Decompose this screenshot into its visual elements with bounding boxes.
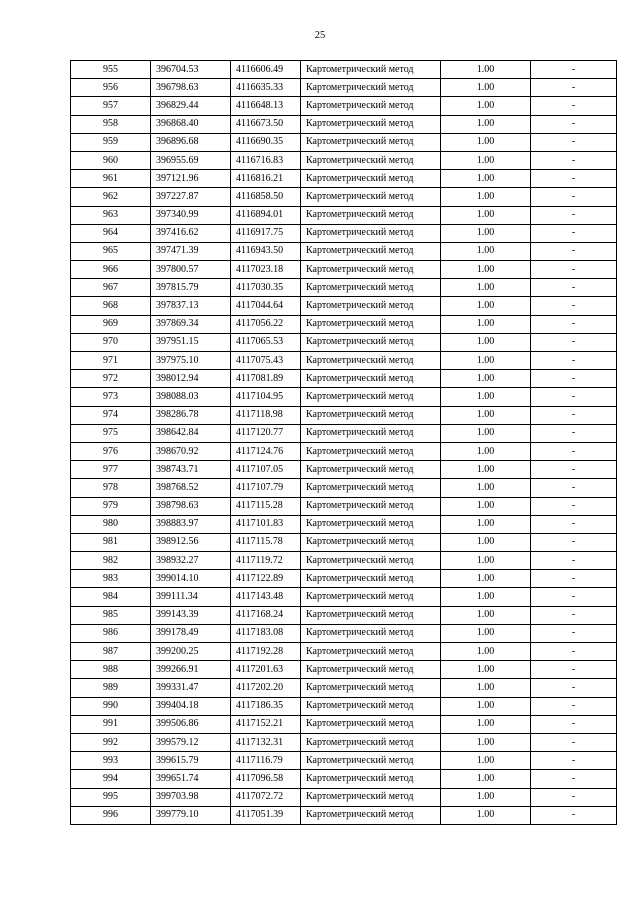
point-number-cell: 969 bbox=[71, 315, 151, 333]
y-coordinate-cell: 4117118.98 bbox=[231, 406, 301, 424]
y-coordinate-cell: 4117119.72 bbox=[231, 552, 301, 570]
note-cell: - bbox=[531, 552, 617, 570]
method-cell: Картометрический метод bbox=[301, 388, 441, 406]
note-cell: - bbox=[531, 224, 617, 242]
accuracy-cell: 1.00 bbox=[441, 279, 531, 297]
note-cell: - bbox=[531, 715, 617, 733]
x-coordinate-cell: 398932.27 bbox=[151, 552, 231, 570]
note-cell: - bbox=[531, 370, 617, 388]
y-coordinate-cell: 4117096.58 bbox=[231, 770, 301, 788]
table-row bbox=[71, 333, 617, 351]
y-coordinate-cell: 4116716.83 bbox=[231, 151, 301, 169]
y-coordinate-cell: 4117183.08 bbox=[231, 624, 301, 642]
x-coordinate-cell: 399014.10 bbox=[151, 570, 231, 588]
method-cell: Картометрический метод bbox=[301, 515, 441, 533]
method-cell: Картометрический метод bbox=[301, 279, 441, 297]
note-cell: - bbox=[531, 133, 617, 151]
x-coordinate-cell: 399266.91 bbox=[151, 661, 231, 679]
method-cell: Картометрический метод bbox=[301, 788, 441, 806]
x-coordinate-cell: 398670.92 bbox=[151, 442, 231, 460]
accuracy-cell: 1.00 bbox=[441, 388, 531, 406]
accuracy-cell: 1.00 bbox=[441, 406, 531, 424]
table-row bbox=[71, 479, 617, 497]
x-coordinate-cell: 397471.39 bbox=[151, 242, 231, 260]
method-cell: Картометрический метод bbox=[301, 206, 441, 224]
table-row bbox=[71, 788, 617, 806]
point-number-cell: 987 bbox=[71, 643, 151, 661]
accuracy-cell: 1.00 bbox=[441, 370, 531, 388]
y-coordinate-cell: 4117152.21 bbox=[231, 715, 301, 733]
point-number-cell: 974 bbox=[71, 406, 151, 424]
method-cell: Картометрический метод bbox=[301, 424, 441, 442]
accuracy-cell: 1.00 bbox=[441, 679, 531, 697]
method-cell: Картометрический метод bbox=[301, 79, 441, 97]
table-row bbox=[71, 533, 617, 551]
method-cell: Картометрический метод bbox=[301, 297, 441, 315]
method-cell: Картометрический метод bbox=[301, 442, 441, 460]
note-cell: - bbox=[531, 352, 617, 370]
note-cell: - bbox=[531, 279, 617, 297]
method-cell: Картометрический метод bbox=[301, 352, 441, 370]
y-coordinate-cell: 4117044.64 bbox=[231, 297, 301, 315]
point-number-cell: 981 bbox=[71, 533, 151, 551]
coordinates-table-body bbox=[71, 61, 617, 825]
table-row bbox=[71, 352, 617, 370]
note-cell: - bbox=[531, 97, 617, 115]
accuracy-cell: 1.00 bbox=[441, 206, 531, 224]
y-coordinate-cell: 4117143.48 bbox=[231, 588, 301, 606]
y-coordinate-cell: 4116917.75 bbox=[231, 224, 301, 242]
x-coordinate-cell: 399404.18 bbox=[151, 697, 231, 715]
method-cell: Картометрический метод bbox=[301, 133, 441, 151]
point-number-cell: 976 bbox=[71, 442, 151, 460]
y-coordinate-cell: 4117030.35 bbox=[231, 279, 301, 297]
method-cell: Картометрический метод bbox=[301, 61, 441, 79]
accuracy-cell: 1.00 bbox=[441, 224, 531, 242]
y-coordinate-cell: 4117072.72 bbox=[231, 788, 301, 806]
accuracy-cell: 1.00 bbox=[441, 188, 531, 206]
x-coordinate-cell: 396704.53 bbox=[151, 61, 231, 79]
y-coordinate-cell: 4117065.53 bbox=[231, 333, 301, 351]
table-row bbox=[71, 661, 617, 679]
table-row bbox=[71, 624, 617, 642]
point-number-cell: 979 bbox=[71, 497, 151, 515]
x-coordinate-cell: 398286.78 bbox=[151, 406, 231, 424]
table-row bbox=[71, 170, 617, 188]
y-coordinate-cell: 4116894.01 bbox=[231, 206, 301, 224]
x-coordinate-cell: 399779.10 bbox=[151, 806, 231, 824]
note-cell: - bbox=[531, 752, 617, 770]
note-cell: - bbox=[531, 151, 617, 169]
table-row bbox=[71, 588, 617, 606]
accuracy-cell: 1.00 bbox=[441, 315, 531, 333]
method-cell: Картометрический метод bbox=[301, 770, 441, 788]
table-row bbox=[71, 188, 617, 206]
method-cell: Картометрический метод bbox=[301, 224, 441, 242]
accuracy-cell: 1.00 bbox=[441, 570, 531, 588]
point-number-cell: 990 bbox=[71, 697, 151, 715]
accuracy-cell: 1.00 bbox=[441, 788, 531, 806]
x-coordinate-cell: 399178.49 bbox=[151, 624, 231, 642]
x-coordinate-cell: 397815.79 bbox=[151, 279, 231, 297]
table-row bbox=[71, 497, 617, 515]
x-coordinate-cell: 399506.86 bbox=[151, 715, 231, 733]
x-coordinate-cell: 397869.34 bbox=[151, 315, 231, 333]
method-cell: Картометрический метод bbox=[301, 606, 441, 624]
accuracy-cell: 1.00 bbox=[441, 715, 531, 733]
x-coordinate-cell: 396896.68 bbox=[151, 133, 231, 151]
table-row bbox=[71, 79, 617, 97]
accuracy-cell: 1.00 bbox=[441, 61, 531, 79]
accuracy-cell: 1.00 bbox=[441, 624, 531, 642]
y-coordinate-cell: 4117056.22 bbox=[231, 315, 301, 333]
table-row bbox=[71, 606, 617, 624]
note-cell: - bbox=[531, 261, 617, 279]
note-cell: - bbox=[531, 79, 617, 97]
y-coordinate-cell: 4116673.50 bbox=[231, 115, 301, 133]
point-number-cell: 996 bbox=[71, 806, 151, 824]
x-coordinate-cell: 397340.99 bbox=[151, 206, 231, 224]
note-cell: - bbox=[531, 806, 617, 824]
coordinates-table bbox=[70, 60, 617, 825]
table-row bbox=[71, 733, 617, 751]
method-cell: Картометрический метод bbox=[301, 552, 441, 570]
point-number-cell: 964 bbox=[71, 224, 151, 242]
y-coordinate-cell: 4117192.28 bbox=[231, 643, 301, 661]
note-cell: - bbox=[531, 697, 617, 715]
y-coordinate-cell: 4116606.49 bbox=[231, 61, 301, 79]
note-cell: - bbox=[531, 388, 617, 406]
point-number-cell: 962 bbox=[71, 188, 151, 206]
y-coordinate-cell: 4116816.21 bbox=[231, 170, 301, 188]
note-cell: - bbox=[531, 788, 617, 806]
accuracy-cell: 1.00 bbox=[441, 115, 531, 133]
y-coordinate-cell: 4117122.89 bbox=[231, 570, 301, 588]
method-cell: Картометрический метод bbox=[301, 806, 441, 824]
point-number-cell: 967 bbox=[71, 279, 151, 297]
note-cell: - bbox=[531, 643, 617, 661]
table-row bbox=[71, 61, 617, 79]
point-number-cell: 991 bbox=[71, 715, 151, 733]
x-coordinate-cell: 398798.63 bbox=[151, 497, 231, 515]
note-cell: - bbox=[531, 461, 617, 479]
accuracy-cell: 1.00 bbox=[441, 97, 531, 115]
point-number-cell: 955 bbox=[71, 61, 151, 79]
table-row bbox=[71, 424, 617, 442]
table-row bbox=[71, 297, 617, 315]
table-row bbox=[71, 515, 617, 533]
note-cell: - bbox=[531, 170, 617, 188]
note-cell: - bbox=[531, 533, 617, 551]
method-cell: Картометрический метод bbox=[301, 315, 441, 333]
accuracy-cell: 1.00 bbox=[441, 424, 531, 442]
point-number-cell: 994 bbox=[71, 770, 151, 788]
point-number-cell: 970 bbox=[71, 333, 151, 351]
point-number-cell: 960 bbox=[71, 151, 151, 169]
x-coordinate-cell: 398768.52 bbox=[151, 479, 231, 497]
note-cell: - bbox=[531, 479, 617, 497]
point-number-cell: 958 bbox=[71, 115, 151, 133]
x-coordinate-cell: 398883.97 bbox=[151, 515, 231, 533]
accuracy-cell: 1.00 bbox=[441, 170, 531, 188]
y-coordinate-cell: 4117201.63 bbox=[231, 661, 301, 679]
note-cell: - bbox=[531, 624, 617, 642]
point-number-cell: 966 bbox=[71, 261, 151, 279]
accuracy-cell: 1.00 bbox=[441, 133, 531, 151]
y-coordinate-cell: 4116635.33 bbox=[231, 79, 301, 97]
note-cell: - bbox=[531, 679, 617, 697]
point-number-cell: 957 bbox=[71, 97, 151, 115]
y-coordinate-cell: 4117101.83 bbox=[231, 515, 301, 533]
table-row bbox=[71, 697, 617, 715]
point-number-cell: 992 bbox=[71, 733, 151, 751]
accuracy-cell: 1.00 bbox=[441, 533, 531, 551]
accuracy-cell: 1.00 bbox=[441, 733, 531, 751]
y-coordinate-cell: 4117124.76 bbox=[231, 442, 301, 460]
table-row bbox=[71, 461, 617, 479]
accuracy-cell: 1.00 bbox=[441, 752, 531, 770]
y-coordinate-cell: 4117104.95 bbox=[231, 388, 301, 406]
x-coordinate-cell: 399200.25 bbox=[151, 643, 231, 661]
method-cell: Картометрический метод bbox=[301, 733, 441, 751]
point-number-cell: 983 bbox=[71, 570, 151, 588]
accuracy-cell: 1.00 bbox=[441, 588, 531, 606]
point-number-cell: 963 bbox=[71, 206, 151, 224]
y-coordinate-cell: 4117115.78 bbox=[231, 533, 301, 551]
table-row bbox=[71, 315, 617, 333]
x-coordinate-cell: 397416.62 bbox=[151, 224, 231, 242]
method-cell: Картометрический метод bbox=[301, 679, 441, 697]
point-number-cell: 978 bbox=[71, 479, 151, 497]
point-number-cell: 995 bbox=[71, 788, 151, 806]
x-coordinate-cell: 396829.44 bbox=[151, 97, 231, 115]
x-coordinate-cell: 397800.57 bbox=[151, 261, 231, 279]
table-row bbox=[71, 261, 617, 279]
point-number-cell: 971 bbox=[71, 352, 151, 370]
point-number-cell: 982 bbox=[71, 552, 151, 570]
method-cell: Картометрический метод bbox=[301, 624, 441, 642]
method-cell: Картометрический метод bbox=[301, 97, 441, 115]
method-cell: Картометрический метод bbox=[301, 188, 441, 206]
y-coordinate-cell: 4117051.39 bbox=[231, 806, 301, 824]
note-cell: - bbox=[531, 424, 617, 442]
point-number-cell: 965 bbox=[71, 242, 151, 260]
note-cell: - bbox=[531, 570, 617, 588]
note-cell: - bbox=[531, 333, 617, 351]
accuracy-cell: 1.00 bbox=[441, 606, 531, 624]
accuracy-cell: 1.00 bbox=[441, 242, 531, 260]
method-cell: Картометрический метод bbox=[301, 333, 441, 351]
method-cell: Картометрический метод bbox=[301, 497, 441, 515]
y-coordinate-cell: 4117132.31 bbox=[231, 733, 301, 751]
accuracy-cell: 1.00 bbox=[441, 643, 531, 661]
x-coordinate-cell: 398743.71 bbox=[151, 461, 231, 479]
method-cell: Картометрический метод bbox=[301, 661, 441, 679]
note-cell: - bbox=[531, 115, 617, 133]
table-row bbox=[71, 224, 617, 242]
x-coordinate-cell: 396798.63 bbox=[151, 79, 231, 97]
table-row bbox=[71, 442, 617, 460]
x-coordinate-cell: 399703.98 bbox=[151, 788, 231, 806]
y-coordinate-cell: 4117120.77 bbox=[231, 424, 301, 442]
table-row bbox=[71, 806, 617, 824]
method-cell: Картометрический метод bbox=[301, 151, 441, 169]
x-coordinate-cell: 398912.56 bbox=[151, 533, 231, 551]
note-cell: - bbox=[531, 497, 617, 515]
y-coordinate-cell: 4117186.35 bbox=[231, 697, 301, 715]
accuracy-cell: 1.00 bbox=[441, 806, 531, 824]
point-number-cell: 959 bbox=[71, 133, 151, 151]
y-coordinate-cell: 4117107.79 bbox=[231, 479, 301, 497]
point-number-cell: 977 bbox=[71, 461, 151, 479]
x-coordinate-cell: 397975.10 bbox=[151, 352, 231, 370]
method-cell: Картометрический метод bbox=[301, 643, 441, 661]
x-coordinate-cell: 399651.74 bbox=[151, 770, 231, 788]
accuracy-cell: 1.00 bbox=[441, 497, 531, 515]
x-coordinate-cell: 397837.13 bbox=[151, 297, 231, 315]
point-number-cell: 968 bbox=[71, 297, 151, 315]
table-row bbox=[71, 406, 617, 424]
point-number-cell: 984 bbox=[71, 588, 151, 606]
method-cell: Картометрический метод bbox=[301, 533, 441, 551]
accuracy-cell: 1.00 bbox=[441, 552, 531, 570]
table-row bbox=[71, 133, 617, 151]
y-coordinate-cell: 4116648.13 bbox=[231, 97, 301, 115]
accuracy-cell: 1.00 bbox=[441, 461, 531, 479]
point-number-cell: 986 bbox=[71, 624, 151, 642]
note-cell: - bbox=[531, 406, 617, 424]
point-number-cell: 988 bbox=[71, 661, 151, 679]
table-row bbox=[71, 552, 617, 570]
method-cell: Картометрический метод bbox=[301, 170, 441, 188]
accuracy-cell: 1.00 bbox=[441, 479, 531, 497]
x-coordinate-cell: 396955.69 bbox=[151, 151, 231, 169]
method-cell: Картометрический метод bbox=[301, 115, 441, 133]
y-coordinate-cell: 4117116.79 bbox=[231, 752, 301, 770]
accuracy-cell: 1.00 bbox=[441, 770, 531, 788]
method-cell: Картометрический метод bbox=[301, 715, 441, 733]
table-row bbox=[71, 643, 617, 661]
method-cell: Картометрический метод bbox=[301, 261, 441, 279]
x-coordinate-cell: 399143.39 bbox=[151, 606, 231, 624]
table-row bbox=[71, 715, 617, 733]
y-coordinate-cell: 4116858.50 bbox=[231, 188, 301, 206]
note-cell: - bbox=[531, 515, 617, 533]
note-cell: - bbox=[531, 315, 617, 333]
point-number-cell: 989 bbox=[71, 679, 151, 697]
x-coordinate-cell: 399111.34 bbox=[151, 588, 231, 606]
table-row bbox=[71, 97, 617, 115]
y-coordinate-cell: 4117202.20 bbox=[231, 679, 301, 697]
note-cell: - bbox=[531, 661, 617, 679]
y-coordinate-cell: 4116690.35 bbox=[231, 133, 301, 151]
point-number-cell: 956 bbox=[71, 79, 151, 97]
y-coordinate-cell: 4117075.43 bbox=[231, 352, 301, 370]
method-cell: Картометрический метод bbox=[301, 752, 441, 770]
x-coordinate-cell: 398012.94 bbox=[151, 370, 231, 388]
note-cell: - bbox=[531, 188, 617, 206]
table-row bbox=[71, 151, 617, 169]
page-number: 25 bbox=[314, 30, 326, 41]
x-coordinate-cell: 399579.12 bbox=[151, 733, 231, 751]
note-cell: - bbox=[531, 61, 617, 79]
y-coordinate-cell: 4117107.05 bbox=[231, 461, 301, 479]
y-coordinate-cell: 4117168.24 bbox=[231, 606, 301, 624]
table-row bbox=[71, 752, 617, 770]
x-coordinate-cell: 397227.87 bbox=[151, 188, 231, 206]
note-cell: - bbox=[531, 770, 617, 788]
y-coordinate-cell: 4116943.50 bbox=[231, 242, 301, 260]
method-cell: Картометрический метод bbox=[301, 370, 441, 388]
point-number-cell: 973 bbox=[71, 388, 151, 406]
accuracy-cell: 1.00 bbox=[441, 151, 531, 169]
table-row bbox=[71, 242, 617, 260]
table-row bbox=[71, 370, 617, 388]
method-cell: Картометрический метод bbox=[301, 570, 441, 588]
x-coordinate-cell: 399331.47 bbox=[151, 679, 231, 697]
accuracy-cell: 1.00 bbox=[441, 697, 531, 715]
table-row bbox=[71, 115, 617, 133]
point-number-cell: 985 bbox=[71, 606, 151, 624]
x-coordinate-cell: 398642.84 bbox=[151, 424, 231, 442]
note-cell: - bbox=[531, 442, 617, 460]
point-number-cell: 961 bbox=[71, 170, 151, 188]
method-cell: Картометрический метод bbox=[301, 406, 441, 424]
accuracy-cell: 1.00 bbox=[441, 261, 531, 279]
accuracy-cell: 1.00 bbox=[441, 661, 531, 679]
accuracy-cell: 1.00 bbox=[441, 79, 531, 97]
method-cell: Картометрический метод bbox=[301, 242, 441, 260]
y-coordinate-cell: 4117115.28 bbox=[231, 497, 301, 515]
note-cell: - bbox=[531, 242, 617, 260]
table-row bbox=[71, 279, 617, 297]
accuracy-cell: 1.00 bbox=[441, 297, 531, 315]
table-row bbox=[71, 570, 617, 588]
point-number-cell: 972 bbox=[71, 370, 151, 388]
method-cell: Картометрический метод bbox=[301, 588, 441, 606]
x-coordinate-cell: 397121.96 bbox=[151, 170, 231, 188]
method-cell: Картометрический метод bbox=[301, 697, 441, 715]
y-coordinate-cell: 4117081.89 bbox=[231, 370, 301, 388]
accuracy-cell: 1.00 bbox=[441, 442, 531, 460]
table-row bbox=[71, 679, 617, 697]
note-cell: - bbox=[531, 588, 617, 606]
x-coordinate-cell: 399615.79 bbox=[151, 752, 231, 770]
accuracy-cell: 1.00 bbox=[441, 352, 531, 370]
point-number-cell: 975 bbox=[71, 424, 151, 442]
point-number-cell: 993 bbox=[71, 752, 151, 770]
table-row bbox=[71, 206, 617, 224]
note-cell: - bbox=[531, 733, 617, 751]
method-cell: Картометрический метод bbox=[301, 461, 441, 479]
note-cell: - bbox=[531, 206, 617, 224]
x-coordinate-cell: 396868.40 bbox=[151, 115, 231, 133]
note-cell: - bbox=[531, 606, 617, 624]
x-coordinate-cell: 398088.03 bbox=[151, 388, 231, 406]
point-number-cell: 980 bbox=[71, 515, 151, 533]
table-row bbox=[71, 770, 617, 788]
method-cell: Картометрический метод bbox=[301, 479, 441, 497]
note-cell: - bbox=[531, 297, 617, 315]
table-row bbox=[71, 388, 617, 406]
accuracy-cell: 1.00 bbox=[441, 515, 531, 533]
x-coordinate-cell: 397951.15 bbox=[151, 333, 231, 351]
y-coordinate-cell: 4117023.18 bbox=[231, 261, 301, 279]
accuracy-cell: 1.00 bbox=[441, 333, 531, 351]
